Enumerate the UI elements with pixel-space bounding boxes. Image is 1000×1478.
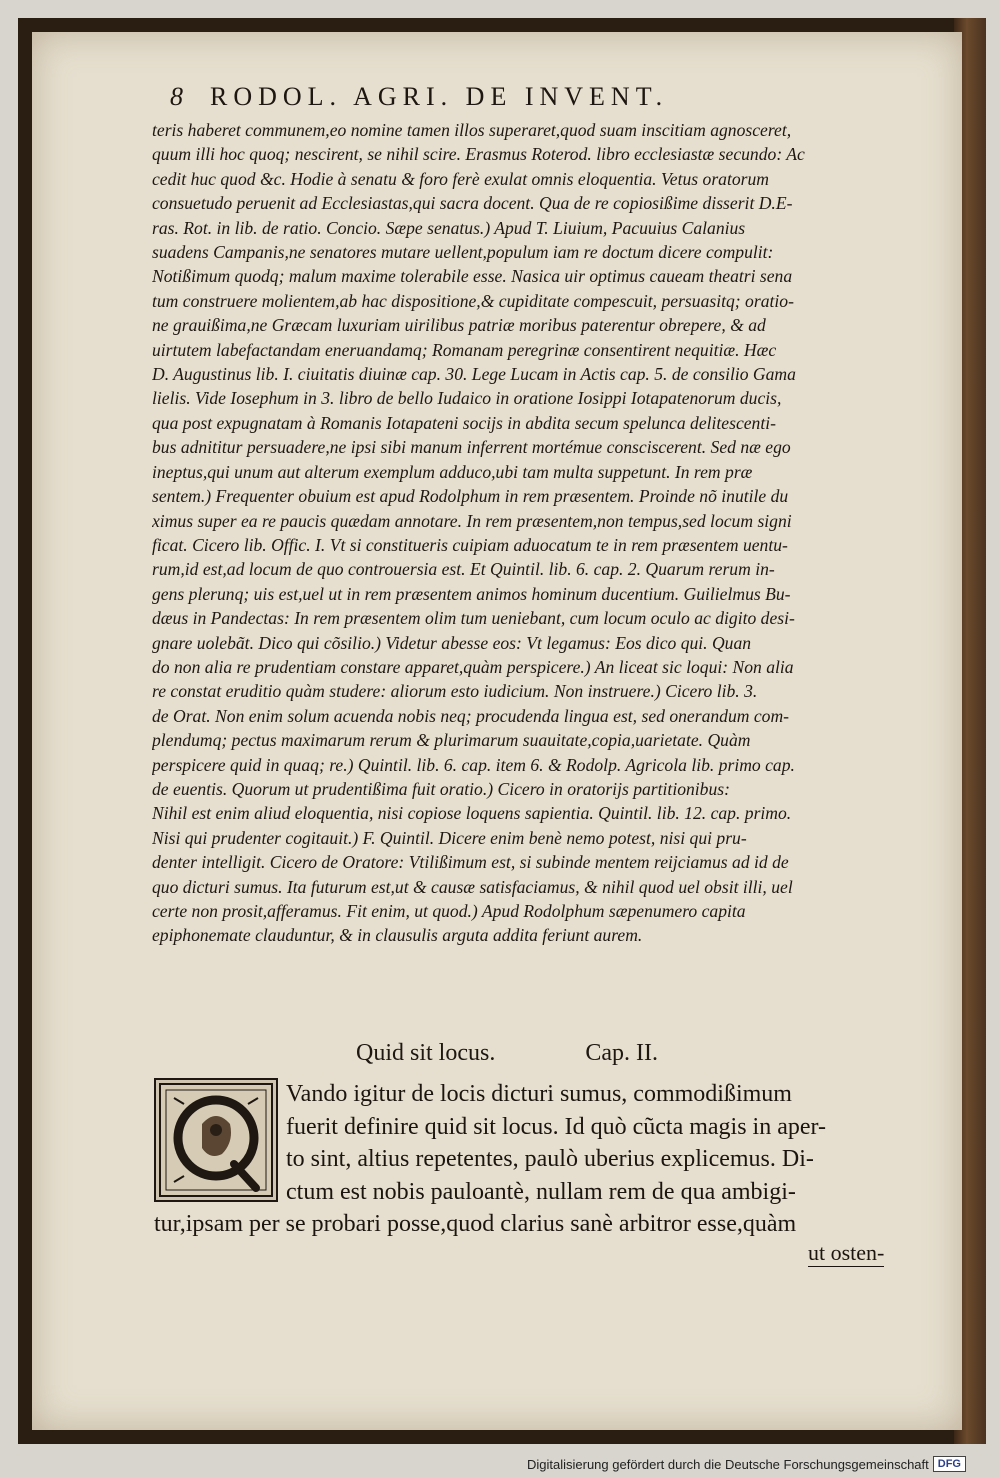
commentary-line: qua post expugnatam à Romanis Iotapateni socijs in abdita secum spelunca delitescenti- [152,412,776,433]
commentary-line: do non alia re prudentiam constare apparet,quàm perspicere.) An liceat sic loqui: Non alia [152,656,794,677]
commentary-line: certe non prosit,afferamus. Fit enim, ut quod.) Apud Rodolphum sæpenumero capita [152,901,746,921]
main-text-block [154,1078,914,1241]
running-title: RODOL. AGRI. DE INVENT. [210,82,669,111]
commentary-line: rum,id est,ad locum de quo controuersia est. Et Quintil. lib. 6. cap. 2. Quarum rerum in- [152,559,775,580]
main-text-line: tur,ipsam per se probari posse,quod clarius sanè arbitror esse,quàm [154,1211,797,1238]
page-number: 8 [170,82,183,111]
commentary-line: tum construere molientem,ab hac dispositione,& cupiditate compescuit, persuasitq; oratio- [152,290,794,311]
commentary-line: dæus in Pandectas: In rem præsentem olim tum ueniebant, cum locum oculo ac digito desi- [152,608,795,629]
chapter-title: Quid sit locus. [356,1040,496,1066]
commentary-line: gnare uolebãt. Dico qui cõsilio.) Videtur abesse eos: Vt legamus: Eos dico qui. Quan [152,632,752,653]
commentary-line: ficat. Cicero lib. Offic. I. Vt si constitueris cuipiam aduocatum te in rem præsentem uentu- [152,534,788,555]
main-text-line: Vando igitur de locis dicturi sumus, commodißimum [286,1081,792,1107]
commentary-line: cedit huc quod &c. Hodie à senatu & foro ferè exulat omnis eloquentia. Vetus oratorum [152,168,769,189]
commentary-line: denter intelligit. Cicero de Oratore: Vtilißimum est, si subinde mentem reijciamus ad id de [152,852,789,873]
commentary-line: de Orat. Non enim solum acuenda nobis neq; procudenda lingua est, sed onerandum com- [152,705,790,726]
commentary-line: sentem.) Frequenter obuium est apud Rodolphum in rem præsentem. Proinde nõ inutile du [152,486,789,507]
commentary-line: plendumq; pectus maximarum rerum & plurimarum suauitate,copia,uarietate. Quàm [152,730,751,751]
commentary-line: perspicere quid in quaq; re.) Quintil. lib. 6. cap. item 6. & Rodolp. Agricola lib. primo cap. [152,754,795,775]
main-text-line: to sint, altius repetentes, paulò uberius explicemus. Di- [286,1146,814,1173]
commentary-line: epiphonemate clauduntur, & in clausulis arguta addita feriunt aurem. [152,925,643,946]
commentary-line: Nihil est enim aliud eloquentia, nisi copiose loquens sapientia. Quintil. lib. 12. cap. primo. [152,803,792,824]
commentary-line: quo dicturi sumus. Ita futurum est,ut & causæ satisfaciamus, & nihil quod uel obsit illi, uel [152,876,793,897]
woodcut-initial-q-icon [156,1080,276,1200]
commentary-line: uirtutem labefactandam eneruandamq; Romanam peregrinæ consentirent nequitiæ. Hæc [152,339,777,360]
chapter-number: Cap. II. [585,1040,658,1066]
commentary-line: gens plerunq; uis est,uel ut in rem præsentem animos hominum ducentium. Guilielmus Bu- [152,583,791,604]
commentary-line: re constat eruditio quàm studere: aliorum esto iudicium. Non instruere.) Cicero lib. 3. [152,681,758,702]
commentary-line: bus adnititur persuadere,ne ipsi sibi manum inferrent mortémue consciscerent. Sed næ ego [152,437,791,458]
commentary-line: ineptus,qui unum aut alterum exemplum adduco,ubi tam multa suppetunt. In rem præ [152,461,753,482]
commentary-line: quum illi hoc quoq; nescirent, se nihil scire. Erasmus Roterod. libro ecclesiastæ secundo: Ac [152,144,805,165]
commentary-line: ne grauißima,ne Græcam luxuriam uirilibus patriæ moribus paterentur obrepere, & ad [152,315,766,336]
commentary-line: D. Augustinus lib. I. ciuitatis diuinæ cap. 30. Lege Lucam in Actis cap. 5. de consilio Gama [152,364,796,385]
main-text-line: fuerit definire quid sit locus. Id quò cũcta magis in aper- [286,1113,827,1140]
commentary-line: consuetudo peruenit ad Ecclesiastas,qui sacra docent. Qua de re copiosißime disserit D.E- [152,193,793,214]
commentary-line: de euentis. Quorum ut prudentißima fuit oratio.) Cicero in oratorijs partitionibus: [152,778,730,799]
chapter-heading [180,1040,820,1067]
commentary-line: teris haberet communem,eo nomine tamen illos superaret,quod suam inscitiam agnosceret, [152,120,792,140]
commentary-line: lielis. Vide Iosephum in 3. libro de bello Iudaico in oratione Iosippi Iotapatenorum ducis, [152,388,782,409]
catchword: ut osten- [808,1240,885,1265]
commentary-line: ximus super ea re paucis quædam annotare. In rem præsentem,non tempus,sed locum signi [152,510,792,531]
commentary-line: ras. Rot. in lib. de ratio. Concio. Sæpe senatus.) Apud T. Liuium, Pacuuius Calanius [152,217,746,238]
dfg-logo: DFG [933,1456,966,1472]
main-text-line: ctum est nobis pauloantè, nullam rem de qua ambigi- [286,1178,796,1205]
commentary-line: Nisi qui prudenter cogitauit.) F. Quintil. Dicere enim benè nemo potest, nisi qui pru- [152,827,747,848]
digitization-credit [527,1456,966,1472]
credit-text: Digitalisierung gefördert durch die Deutsche Forschungsgemeinschaft [526,1456,929,1472]
commentary-line: suadens Campanis,ne senatores mutare uellent,populum iam re doctum dicere compulit: [152,242,774,263]
commentary-line: Notißimum quodq; malum maxime tolerabile esse. Nasica uir optimus caueam theatri sena [152,266,793,287]
decorated-initial-image [154,1078,278,1202]
running-head [170,82,830,112]
commentary-block [152,118,912,948]
